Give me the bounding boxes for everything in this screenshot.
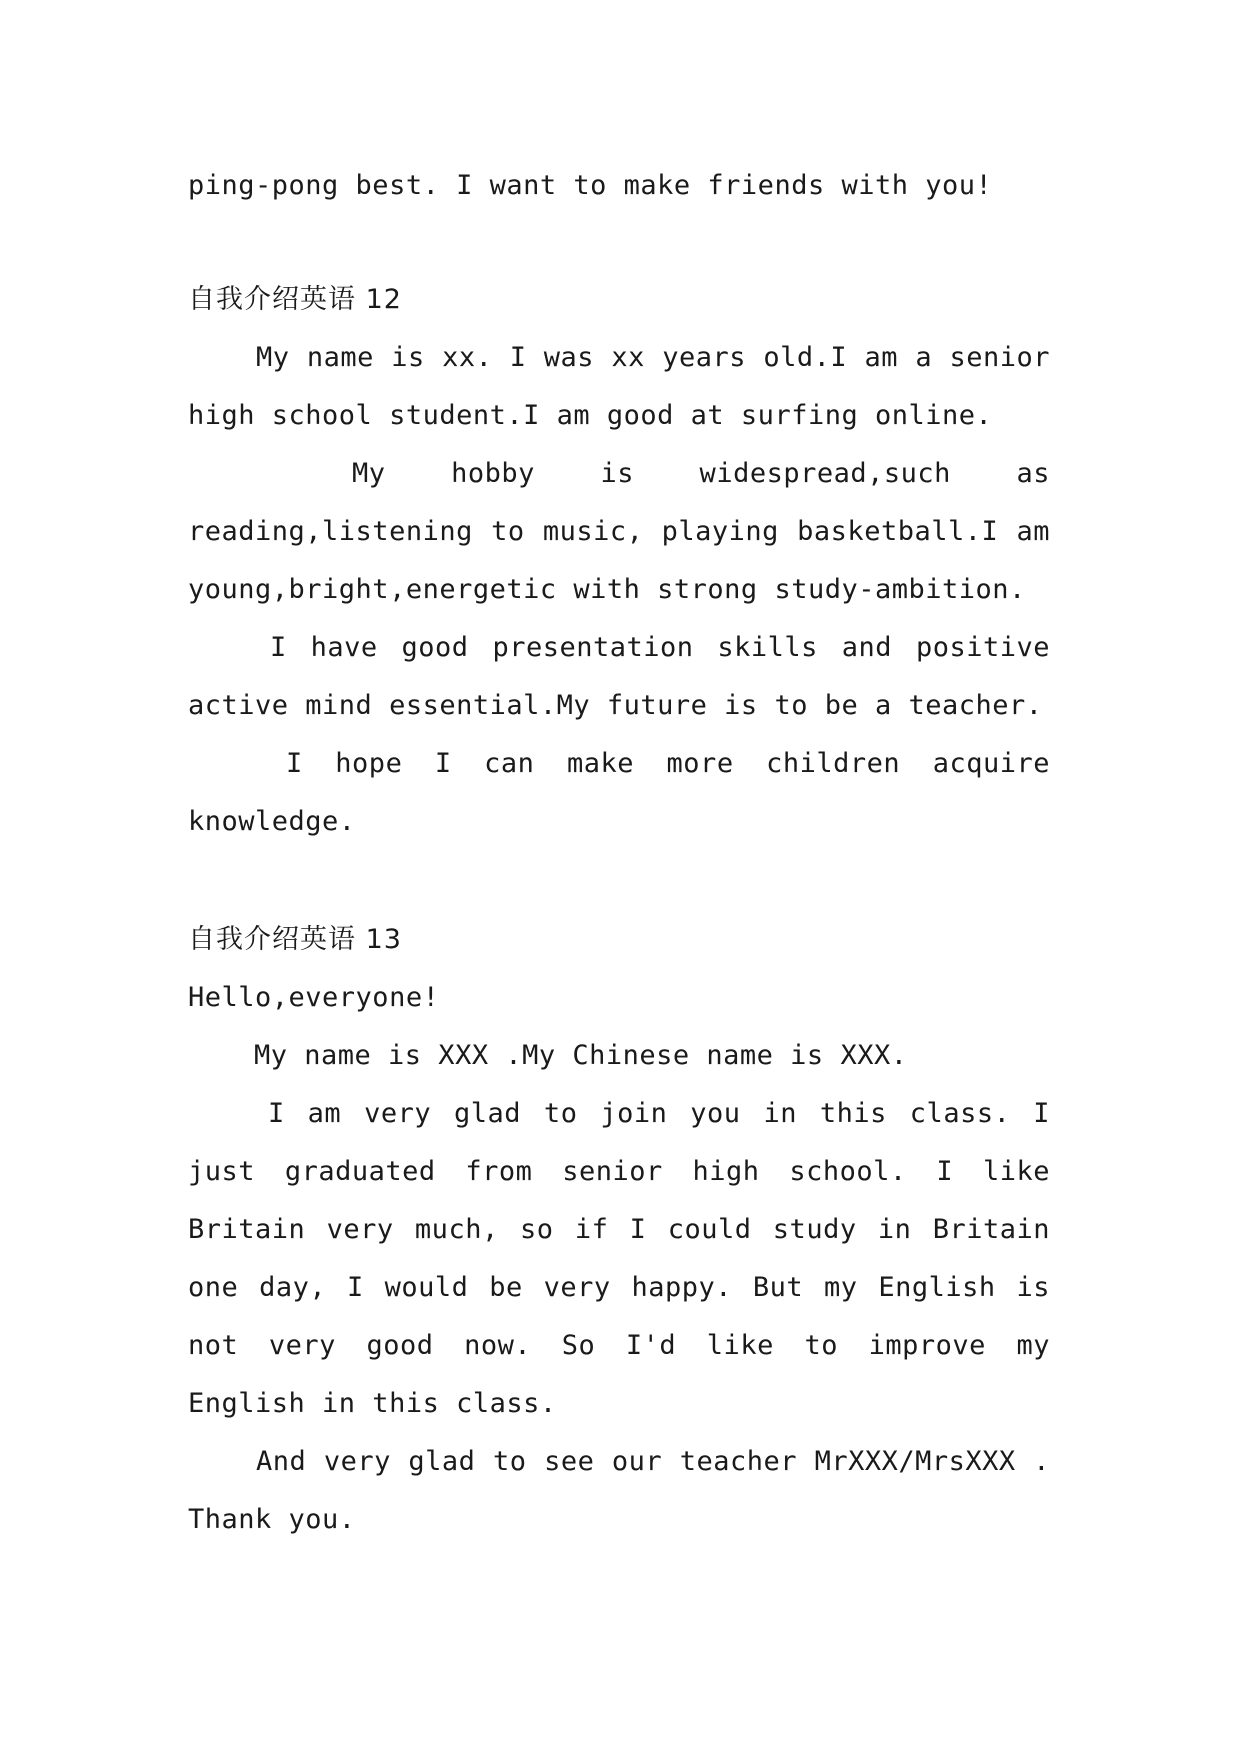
section-12-paragraph-1-line-2: high school student.I am good at surfing online. <box>188 400 993 431</box>
section-13-paragraph-2-line-4: one day, I would be very happy. But my English is <box>188 1272 1050 1303</box>
continuation-text: ping-pong best. I want to make friends with you! <box>188 170 993 201</box>
section-12-paragraph-2-line-2: reading,listening to music, playing basketball.I am <box>188 516 1050 547</box>
section-13-paragraph-2-line-3: Britain very much, so if I could study in Britain <box>188 1214 1050 1245</box>
section-13-greeting: Hello,everyone! <box>188 982 440 1013</box>
section-12-paragraph-2-line-1: My hobby is widespread,such as <box>352 458 1050 489</box>
section-12-paragraph-3-line-1: I have good presentation skills and positive <box>270 632 1050 663</box>
section-13-paragraph-2-line-6: English in this class. <box>188 1388 557 1419</box>
section-13-heading: 自我介绍英语 13 <box>188 924 402 955</box>
section-13-paragraph-1-line-1: My name is XXX .My Chinese name is XXX. <box>254 1040 908 1071</box>
section-13-paragraph-2-line-1: I am very glad to join you in this class. I <box>268 1098 1050 1129</box>
section-12-heading: 自我介绍英语 12 <box>188 284 402 315</box>
section-12-paragraph-2-line-3: young,bright,energetic with strong study-ambition. <box>188 574 1026 605</box>
section-13-paragraph-3-line-2: Thank you. <box>188 1504 356 1535</box>
section-12-paragraph-3-line-2: active mind essential.My future is to be a teacher. <box>188 690 1043 721</box>
section-13-paragraph-2-line-2: just graduated from senior high school. I like <box>188 1156 1050 1187</box>
section-12-paragraph-1-line-1: My name is xx. I was xx years old.I am a senior <box>256 342 1050 373</box>
section-13-paragraph-2-line-5: not very good now. So I'd like to improve my <box>188 1330 1050 1361</box>
section-12-paragraph-4-line-1: I hope I can make more children acquire <box>286 748 1050 779</box>
section-12-paragraph-4-line-2: knowledge. <box>188 806 356 837</box>
section-13-paragraph-3-line-1: And very glad to see our teacher MrXXX/MrsXXX . <box>256 1446 1050 1477</box>
